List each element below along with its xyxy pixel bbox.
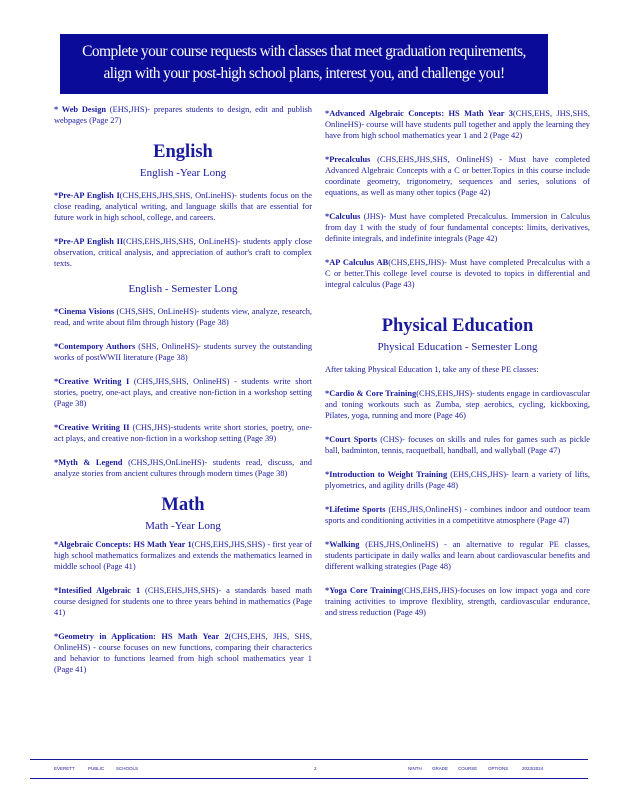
course-desc: (CHS,EHS,JHS,SHS, OnlineHS) - Must have completed Advanced Algebraic Concepts with a C or better.Topics in this course include coordinate geometry, trigonometry, sequences and series, solutions of equations, as well as many other topics (Page 42) (325, 155, 590, 197)
page-footer (54, 766, 584, 776)
footer-public: PUBLIC (88, 766, 105, 771)
course-title: *Creative Writing II (54, 423, 130, 432)
course-title: *Court Sports (325, 435, 378, 444)
subheading-english-semester: English - Semester Long (128, 283, 238, 295)
course-myth-legend (54, 457, 312, 479)
course-desc: (CHS,JHS,SHS, OnlineHS) - students write short stories, poetry, one-act plays, and creative non-fiction in a workshop setting (Page 38) (54, 377, 312, 408)
course-desc: (CHS,EHS,JHS)- students engage in cardiovascular and toning workouts such as Zumba, step aerobics, cycling, kickboxing, Pilates, yoga, running and more (Page 46) (325, 389, 590, 420)
course-intensified-algebraic (54, 585, 312, 618)
course-cinema-visions (54, 306, 312, 328)
course-desc: (CHS,EHS, JHS,SHS, OnlineHS)- course will have students pull together and apply the learning they have from high school mathematics year 1 and 2 (Page 42) (325, 109, 590, 140)
course-title: *Pre-AP English II (54, 237, 124, 246)
course-desc: (CHS,JHS)-students write short stories, poetry, one-act plays, and creative non-fiction in a workshop setting (Page 39) (54, 423, 312, 443)
footer-rule-top (30, 759, 588, 760)
course-desc: (SHS, OnlineHS)- students survey the outstanding works of postWWII literature (Page 38) (54, 342, 313, 362)
course-title: *AP Calculus AB (325, 258, 389, 267)
footer-course: COURSE (458, 766, 478, 771)
footer-rule-bottom (30, 778, 588, 779)
course-advanced-algebraic (325, 108, 590, 141)
course-title: *Calculus (325, 212, 361, 221)
header-banner (60, 34, 548, 94)
footer-ninth: NINTH (408, 766, 422, 771)
course-desc: (CHS,EHS,JHS,SHS, OnLineHS)- students apply close observation, critical analysis, and appreciation of author's craft to complex texts. (54, 237, 312, 268)
course-desc: (EHS,CHS,JHS)- learn a variety of lifts, plyometrics, and agility drills (Page 48) (325, 470, 590, 490)
footer-page-number: 2 (314, 766, 317, 771)
footer-options: OPTIONS (488, 766, 509, 771)
course-title: *Pre-AP English I (54, 191, 120, 200)
banner-line-2: align with your post-high school plans, interest you, and challenge you! (103, 65, 505, 82)
section-heading-pe: Physical Education (381, 316, 534, 336)
course-title: *Intesified Algebraic 1 (54, 586, 141, 595)
course-title: *Introduction to Weight Training (325, 470, 448, 479)
course-walking (325, 539, 590, 572)
subheading-english-year: English -Year Long (139, 167, 227, 179)
course-algebraic-concepts (54, 539, 312, 572)
course-court-sports (325, 434, 590, 456)
course-preap-english-1 (54, 190, 312, 223)
course-geometry (54, 631, 312, 675)
course-weight-training (325, 469, 590, 491)
footer-district: EVERETT (54, 766, 75, 771)
section-heading-math: Math (161, 495, 205, 515)
left-column (54, 104, 312, 688)
course-title: *Walking (325, 540, 360, 549)
course-desc: (EHS,JHS,OnlineHS) - an alternative to regular PE classes, students participate in daily walks and learn about cardiovascular benefits and different walking strategies (Page 48) (325, 540, 590, 571)
subheading-math-year: Math -Year Long (145, 520, 221, 532)
course-precalculus (325, 154, 590, 198)
course-creative-writing-1 (54, 376, 312, 409)
course-desc: (CHS,EHS, JHS, SHS, OnlineHS) - course focuses on new functions, comparing their characterics and behavior to functions learned from high school mathematics year 1 (Page 41) (54, 632, 313, 674)
course-lifetime-sports (325, 504, 590, 526)
course-title: *Myth & Legend (54, 458, 123, 467)
course-contemporary-authors (54, 341, 312, 363)
course-title: *Creative Writing I (54, 377, 130, 386)
course-desc: (CHS,EHS,JHS,SHS)- a standards based math course designed for students one to three years behind in mathematics (Page 41) (54, 586, 312, 617)
course-title: *Cardio & Core Training (325, 389, 417, 398)
banner-line-1: Complete your course requests with classes that meet graduation requirements, (82, 43, 526, 60)
course-title: *Yoga Core Training (325, 586, 402, 595)
course-desc: (CHS)- focuses on skills and rules for games such as pickle ball, badminton, tennis, racquetball, handball, and wallyball (Page 47) (325, 435, 590, 455)
course-title: *Cinema Visions (54, 307, 115, 316)
course-desc: (EHS,JHS)- prepares students to design, edit and publish webpages (Page 27) (54, 105, 312, 125)
course-title: *Precalculus (325, 155, 371, 164)
course-title: *Contempory Authors (54, 342, 136, 351)
course-web-design (54, 104, 312, 126)
course-desc: (CHS,EHS,JHS)-focuses on low impact yoga and core training activities to improve flexiblity, strength, cardiovascular endurance, and stress reduction (Page 49) (325, 586, 591, 617)
footer-schools: SCHOOLS (116, 766, 139, 771)
footer-grade: GRADE (432, 766, 449, 771)
right-column (325, 108, 590, 631)
course-calculus (325, 211, 590, 244)
course-title: *Algebraic Concepts: HS Math Year 1 (54, 540, 192, 549)
course-cardio-core (325, 388, 590, 421)
course-title: *Lifetime Sports (325, 505, 386, 514)
course-title: * Web Design (54, 105, 107, 114)
course-desc: (CHS,SHS, OnLineHS)- students view, analyze, research, read, and write about film through history (Page 38) (54, 307, 312, 327)
course-desc: (JHS)- Must have completed Precalculus. Immersion in Calculus from day 1 with the study of four fundamental concepts: limits, derivatives, definite integrals, and indefinite integrals (Page 42) (325, 212, 590, 243)
course-desc: (CHS,EHS,JHS)- Must have completed Precalculus with a C or better.This college level course is devoted to topics in differential and integral calculus (Page 43) (325, 258, 590, 289)
course-title: *Advanced Algebraic Concepts: HS Math Year 3 (325, 109, 513, 118)
course-ap-calculus (325, 257, 590, 290)
course-desc: (CHS,EHS,JHS,SHS) - first year of high school mathematics formalizes and extends the mathematics learned in middle school (Page 41) (54, 540, 312, 571)
section-heading-english: English (153, 142, 213, 162)
pe-intro: After taking Physical Education 1, take any of these PE classes: (325, 365, 539, 374)
course-creative-writing-2 (54, 422, 312, 444)
course-desc: (EHS,JHS,OnlineHS) - combines indoor and outdoor team sports and conditioning activities in a competititve atmosphere (Page 47) (325, 505, 590, 525)
subheading-pe-semester: Physical Education - Semester Long (377, 341, 538, 353)
course-desc: (CHS,JHS,OnLineHS)- students read, discuss, and analyze stories from ancient cultures through modern times (Page 38) (54, 458, 312, 478)
course-preap-english-2 (54, 236, 312, 269)
course-yoga-core (325, 585, 590, 618)
course-desc: (CHS,EHS,JHS,SHS, OnLineHS)- students focus on the close reading, analytical writing, and language skills that are essential for future work in high school, college, and careers. (54, 191, 312, 222)
footer-year: 2023/2024 (522, 766, 544, 771)
course-title: *Geometry in Application: HS Math Year 2 (54, 632, 229, 641)
